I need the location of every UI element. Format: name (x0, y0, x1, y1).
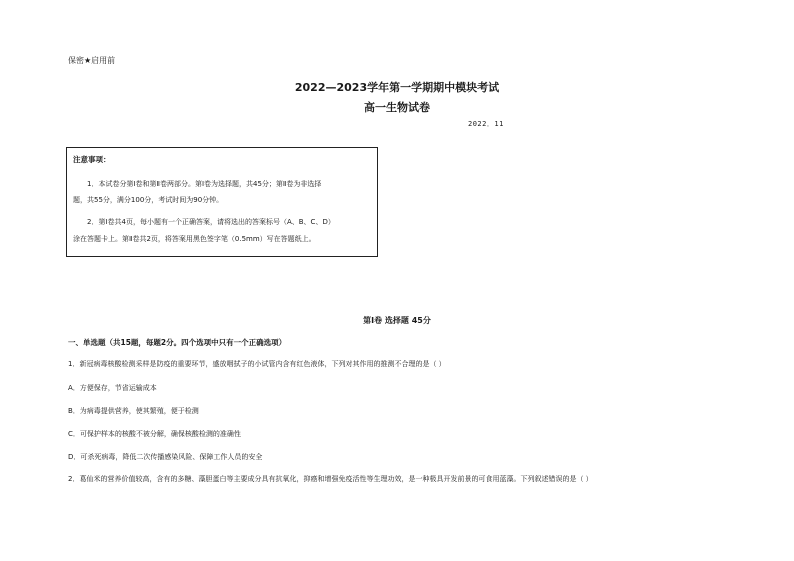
section-title: 第Ⅰ卷 选择题 45分 (363, 316, 431, 325)
question-1-option-d: D．可杀死病毒，降低二次传播感染风险、保障工作人员的安全 (68, 453, 263, 461)
notice-title: 注意事项： (73, 155, 111, 164)
notice-line-2: 题，共55分，满分100分，考试时间为90分钟。 (73, 196, 224, 204)
confidential-label: 保密★启用前 (68, 56, 116, 65)
question-1: 1．新冠病毒核酸检测采样是防疫的重要环节，盛放咽拭子的小试管内含有红色液体，下列对其作用的推测不合理的是（ ） (68, 360, 446, 368)
notice-line-3: 2．第Ⅰ卷共4页，每小题有一个正确答案，请将选出的答案标号（A、B、C、D） (87, 218, 335, 226)
question-1-option-c: C．可保护样本的核酸不被分解，确保核酸检测的准确性 (68, 430, 241, 438)
exam-subtitle: 高一生物试卷 (364, 101, 430, 114)
exam-date: 2022．11 (468, 120, 504, 128)
notice-line-1: 1．本试卷分第Ⅰ卷和第Ⅱ卷两部分。第Ⅰ卷为选择题，共45分；第Ⅱ卷为非选择 (87, 180, 322, 188)
question-1-option-b: B．为病毒提供营养，使其繁殖，便于检测 (68, 407, 199, 415)
exam-title: 2022—2023学年第一学期期中模块考试 (294, 81, 500, 94)
notice-box (66, 147, 378, 257)
notice-line-4: 涂在答题卡上。第Ⅱ卷共2页，将答案用黑色签字笔（0.5mm）写在答题纸上。 (73, 235, 316, 243)
question-1-option-a: A．方便保存，节省运输成本 (68, 384, 157, 392)
question-2: 2．葛仙米的营养价值较高，含有的多糖、藻胆蛋白等主要成分具有抗氧化，抑癌和增强免疫活性等生理功效，是一种极具开发前景的可食用蓝藻。下列叙述错误的是（ ） (68, 475, 593, 483)
part-heading: 一、单选题（共15题，每题2分。四个选项中只有一个正确选项） (68, 338, 287, 347)
